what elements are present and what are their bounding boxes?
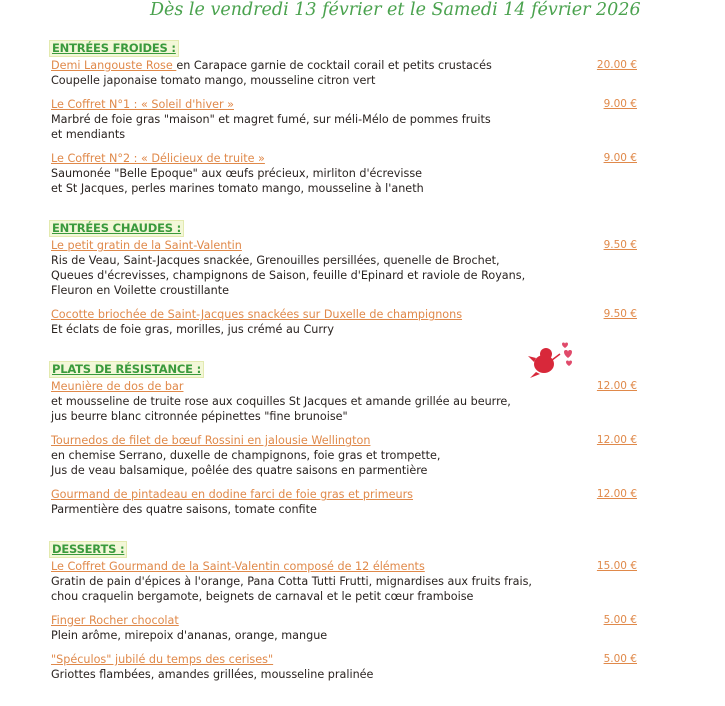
- dish-description: Fleuron en Voilette croustillante: [51, 284, 230, 297]
- menu-item: [51, 613, 651, 643]
- dish-price: 12.00 €: [596, 488, 637, 500]
- menu-section: [51, 361, 651, 517]
- dish-description: Plein arôme, mirepoix d'ananas, orange, mangue: [51, 629, 328, 642]
- menu-item: [51, 433, 651, 478]
- dish-name: Finger Rocher chocolat: [51, 614, 179, 627]
- menu-item: [51, 151, 651, 196]
- dish-price: 9.50 €: [603, 308, 637, 320]
- dish-price: 9.00 €: [603, 98, 637, 110]
- dish-description: chou craquelin bergamote, beignets de carnaval et le petit cœur framboise: [51, 590, 474, 603]
- menu-item: [51, 652, 651, 682]
- dish-name: Le Coffret N°1 : « Soleil d'hiver »: [51, 98, 234, 111]
- dish-description: Parmentière des quatre saisons, tomate confite: [51, 503, 317, 516]
- dish-description: Gratin de pain d'épices à l'orange, Pana Cotta Tutti Frutti, mignardises aux fruits frais,: [51, 575, 532, 588]
- section-heading: DESSERTS :: [49, 541, 127, 558]
- dish-price: 5.00 €: [603, 614, 637, 626]
- dish-description: en chemise Serrano, duxelle de champignons, foie gras et trompette,: [51, 449, 441, 462]
- menu-item: [51, 559, 651, 604]
- dish-description: Griottes flambées, amandes grillées, mousseline pralinée: [51, 668, 374, 681]
- dish-price: 9.00 €: [603, 152, 637, 164]
- dish-name: Cocotte briochée de Saint-Jacques snackées sur Duxelle de champignons: [51, 308, 463, 321]
- menu-item: [51, 97, 651, 142]
- dish-name: "Spéculos" jubilé du temps des cerises": [51, 653, 274, 666]
- dish-name: Le petit gratin de la Saint-Valentin: [51, 239, 242, 252]
- section-heading: ENTRÉES CHAUDES :: [49, 220, 184, 237]
- section-heading: PLATS DE RÉSISTANCE :: [49, 361, 204, 378]
- dish-description: Saumonée "Belle Epoque" aux œufs précieux, mirliton d'écrevisse: [51, 167, 423, 180]
- menu-section: [51, 40, 651, 196]
- dish-description: et mousseline de truite rose aux coquilles St Jacques et amande grillée au beurre,: [51, 395, 511, 408]
- menu-section: [51, 541, 651, 682]
- dish-price: 5.00 €: [603, 653, 637, 665]
- dish-description: Coupelle japonaise tomato mango, mousseline citron vert: [51, 74, 376, 87]
- menu-item: [51, 379, 651, 424]
- dish-description: Jus de veau balsamique, poêlée des quatre saisons en parmentière: [51, 464, 428, 477]
- dish-name-suffix: en Carapace garnie de cocktail corail et petits crustacés: [176, 59, 492, 72]
- dish-name: Meunière de dos de bar: [51, 380, 184, 393]
- dish-description: Marbré de foie gras "maison" et magret fumé, sur méli-Mélo de pommes fruits: [51, 113, 491, 126]
- dish-price: 20.00 €: [596, 59, 637, 71]
- menu-item: [51, 58, 651, 88]
- menu: [51, 40, 651, 706]
- dish-name: Demi Langouste Rose: [51, 59, 177, 72]
- dish-description: jus beurre blanc citronnée pépinettes "fine brunoise": [51, 410, 348, 423]
- menu-item: [51, 307, 651, 337]
- dish-description: Ris de Veau, Saint-Jacques snackée, Grenouilles persillées, quenelle de Brochet,: [51, 254, 500, 267]
- menu-date-title: Dès le vendredi 13 février et le Samedi 14 février 2026: [150, 0, 641, 20]
- dish-description: Queues d'écrevisses, champignons de Saison, feuille d'Epinard et raviole de Royans,: [51, 269, 526, 282]
- dish-price: 9.50 €: [603, 239, 637, 251]
- dish-name: Le Coffret Gourmand de la Saint-Valentin composé de 12 éléments: [51, 560, 425, 573]
- dish-price: 12.00 €: [596, 380, 637, 392]
- dish-name: Gourmand de pintadeau en dodine farci de foie gras et primeurs: [51, 488, 414, 501]
- menu-item: [51, 487, 651, 517]
- section-heading: ENTRÉES FROIDES :: [49, 40, 179, 57]
- dish-description: et mendiants: [51, 128, 126, 141]
- dish-price: 15.00 €: [596, 560, 637, 572]
- dish-description: Et éclats de foie gras, morilles, jus crémé au Curry: [51, 323, 334, 336]
- menu-item: [51, 238, 651, 298]
- dish-description: et St Jacques, perles marines tomato mango, mousseline à l'aneth: [51, 182, 424, 195]
- dish-name: Le Coffret N°2 : « Délicieux de truite »: [51, 152, 265, 165]
- menu-section: [51, 220, 651, 337]
- dish-price: 12.00 €: [596, 434, 637, 446]
- dish-name: Tournedos de filet de bœuf Rossini en jalousie Wellington: [51, 434, 371, 447]
